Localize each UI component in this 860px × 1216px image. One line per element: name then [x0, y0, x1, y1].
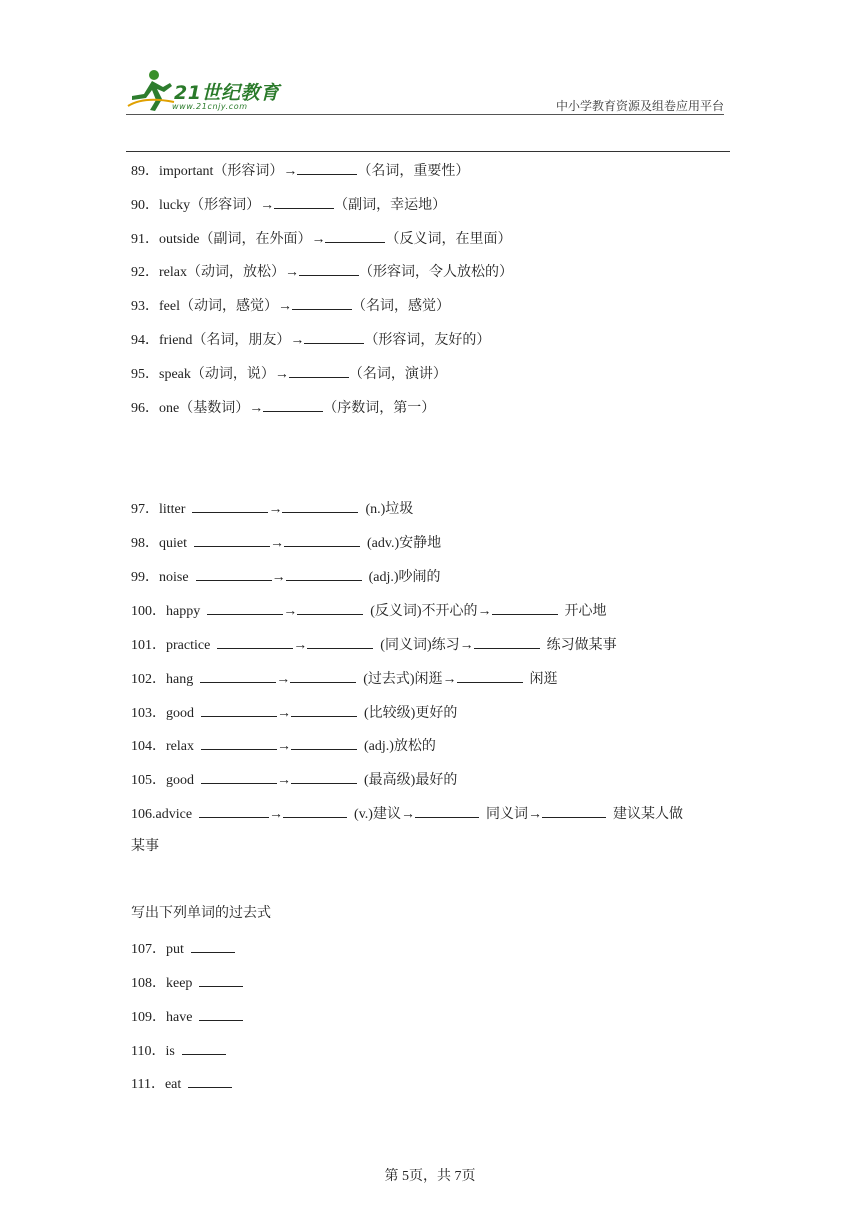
answer-blank[interactable]: [297, 161, 357, 175]
answer-blank[interactable]: [291, 703, 357, 717]
logo-text: 21世纪教育: [174, 82, 280, 104]
question-101: 101．practice → (同义词)练习→ 练习做某事: [131, 635, 617, 655]
answer-blank[interactable]: [199, 1007, 243, 1021]
question-105: 105．good → (最高级)最好的: [131, 770, 457, 790]
logo: [124, 66, 304, 114]
runner-logo-icon: [124, 66, 176, 112]
question-106: 106.advice → (v.)建议→ 同义词→ 建议某人做: [131, 804, 683, 824]
answer-blank[interactable]: [217, 635, 293, 649]
page-header: [124, 66, 730, 116]
answer-blank[interactable]: [299, 262, 359, 276]
question-89: 89．important（形容词）→ （名词，重要性）: [131, 161, 469, 181]
answer-blank[interactable]: [194, 533, 270, 547]
answer-blank[interactable]: [290, 669, 356, 683]
question-92: 92．relax（动词，放松）→ （形容词，令人放松的）: [131, 262, 513, 282]
question-104: 104．relax → (adj.)放松的: [131, 736, 436, 756]
answer-blank[interactable]: [284, 533, 360, 547]
question-111: 111．eat: [131, 1074, 232, 1094]
header-divider: [126, 114, 724, 115]
answer-blank[interactable]: [207, 601, 283, 615]
answer-blank[interactable]: [542, 804, 606, 818]
answer-blank[interactable]: [415, 804, 479, 818]
answer-blank[interactable]: [200, 669, 276, 683]
question-109: 109．have: [131, 1007, 243, 1027]
page-footer: 第 5页，共 7页: [384, 1169, 476, 1184]
question-91: 91．outside（副词，在外面）→ （反义词，在里面）: [131, 229, 511, 249]
question-110: 110．is: [131, 1041, 226, 1061]
answer-blank[interactable]: [201, 703, 277, 717]
answer-blank[interactable]: [274, 195, 334, 209]
answer-blank[interactable]: [263, 398, 323, 412]
logo-url: www.21cnjy.com: [172, 102, 248, 111]
answer-blank[interactable]: [201, 736, 277, 750]
answer-blank[interactable]: [196, 567, 272, 581]
question-107: 107．put: [131, 939, 235, 959]
answer-blank[interactable]: [199, 973, 243, 987]
answer-blank[interactable]: [282, 499, 358, 513]
question-97: 97．litter → (n.)垃圾: [131, 499, 413, 519]
answer-blank[interactable]: [325, 229, 385, 243]
question-100: 100．happy → (反义词)不开心的→ 开心地: [131, 601, 607, 621]
answer-blank[interactable]: [304, 330, 364, 344]
answer-blank[interactable]: [291, 770, 357, 784]
platform-name: 中小学教育资源及组卷应用平台: [555, 99, 724, 113]
answer-blank[interactable]: [191, 939, 235, 953]
section-title: 写出下列单词的过去式: [131, 906, 271, 921]
question-90: 90．lucky（形容词）→ （副词，幸运地）: [131, 195, 446, 215]
answer-blank[interactable]: [182, 1041, 226, 1055]
question-106-continued: 某事: [131, 839, 159, 854]
answer-blank[interactable]: [474, 635, 540, 649]
answer-blank[interactable]: [307, 635, 373, 649]
question-98: 98．quiet → (adv.)安静地: [131, 533, 441, 553]
answer-blank[interactable]: [292, 296, 352, 310]
answer-blank[interactable]: [457, 669, 523, 683]
answer-blank[interactable]: [291, 736, 357, 750]
question-99: 99．noise → (adj.)吵闹的: [131, 567, 441, 587]
question-102: 102．hang → (过去式)闲逛→ 闲逛: [131, 669, 558, 689]
answer-blank[interactable]: [297, 601, 363, 615]
answer-blank[interactable]: [192, 499, 268, 513]
question-95: 95．speak（动词，说）→ （名词，演讲）: [131, 364, 447, 384]
answer-blank[interactable]: [201, 770, 277, 784]
content-divider: [126, 151, 730, 152]
question-96: 96．one（基数词）→ （序数词，第一）: [131, 398, 435, 418]
answer-blank[interactable]: [283, 804, 347, 818]
answer-blank[interactable]: [286, 567, 362, 581]
answer-blank[interactable]: [492, 601, 558, 615]
answer-blank[interactable]: [199, 804, 269, 818]
question-103: 103．good → (比较级)更好的: [131, 703, 457, 723]
question-108: 108．keep: [131, 973, 243, 993]
answer-blank[interactable]: [188, 1074, 232, 1088]
answer-blank[interactable]: [289, 364, 349, 378]
question-94: 94．friend（名词，朋友）→ （形容词，友好的）: [131, 330, 490, 350]
question-93: 93．feel（动词，感觉）→ （名词，感觉）: [131, 296, 450, 316]
